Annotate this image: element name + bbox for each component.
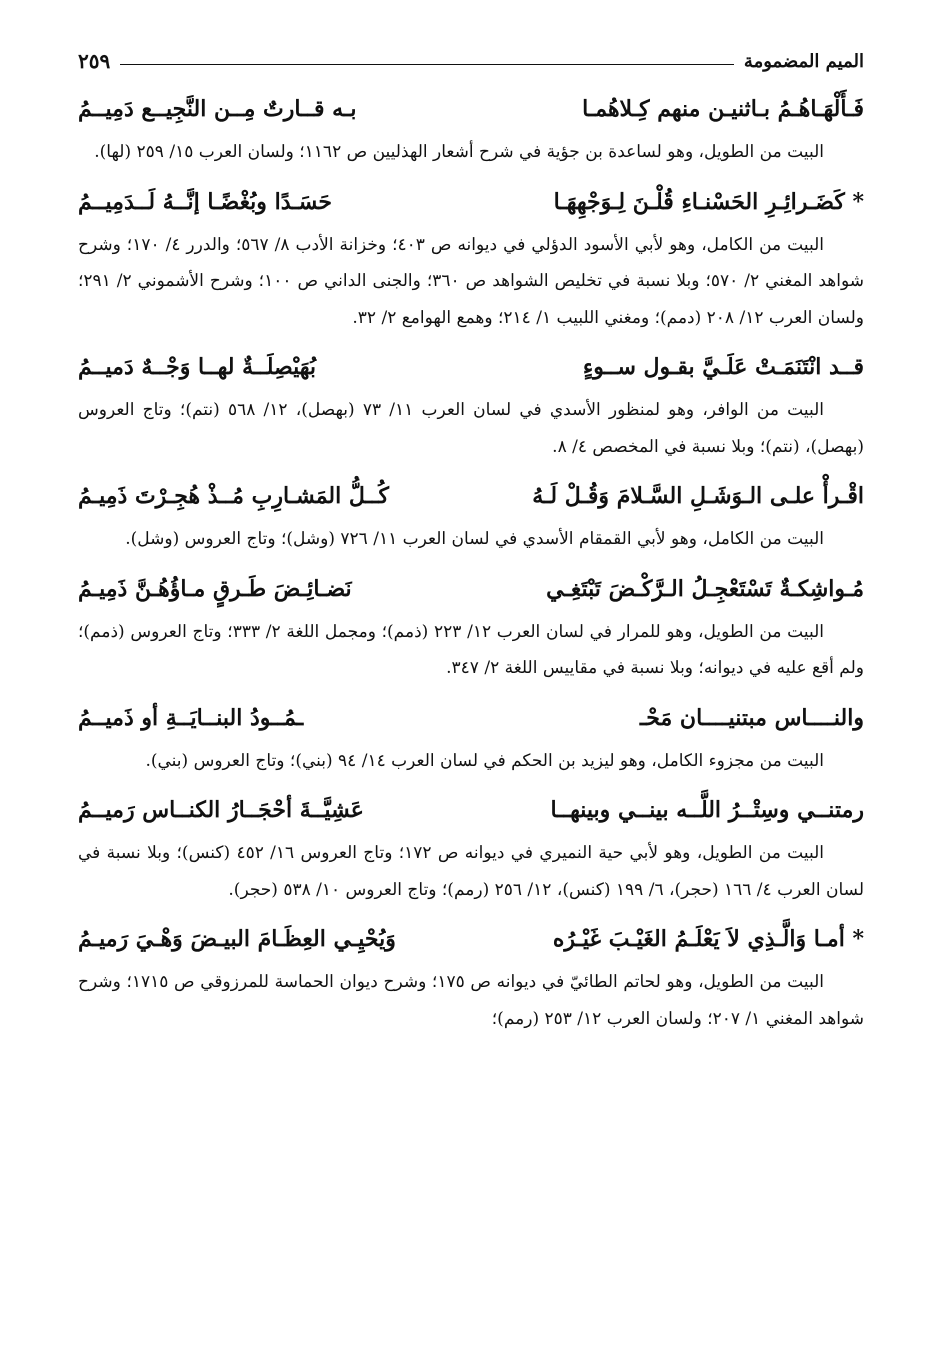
verse-note: البيت من الوافر، وهو لمنظور الأسدي في لسان العرب ١١/ ٧٣ (بهصل)، ١٢/ ٥٦٨ (نتم)؛ وتاج العروس (بهصل)، (نتم)؛ وبلا نسبة في المخصص ٤/ ٨. — [78, 400, 864, 457]
chapter-title: الميم المضمومة — [743, 50, 864, 72]
first-hemistich: رمتنــي وسِتْــرُ اللَّــه بينــي وبينهــا — [550, 797, 864, 823]
verse-note: البيت من الطويل، وهو للمرار في لسان العرب ١٢/ ٢٢٣ (ذمم)؛ ومجمل اللغة ٢/ ٣٣٣؛ وتاج العروس (ذمم)؛ ولم أقع عليه في ديوانه؛ وبلا نسبة في مقاييس اللغة ٢/ ٣٤٧. — [78, 621, 864, 678]
verse-line — [78, 693, 864, 743]
verse-entry — [78, 342, 864, 465]
verse-line — [78, 342, 864, 392]
first-hemistich: فَـأَلْهَـاهُـمُ بـاثنيـن منهم كِـلاهُمـا — [582, 96, 864, 122]
verse-note: البيت من الكامل، وهو لأبي القمقام الأسدي في لسان العرب ١١/ ٧٢٦ (وشل)؛ وتاج العروس (وشل). — [125, 529, 824, 549]
verse-entry — [78, 471, 864, 558]
verse-note: البيت من الكامل، وهو لأبي الأسود الدؤلي في ديوانه ص ٤٠٣؛ وخزانة الأدب ٨/ ٥٦٧؛ والدرر ٤/ ١٧٠؛ وشرح شواهد المغني ٢/ ٥٧٠؛ وبلا نسبة في تخليص الشواهد ص ٣٦٠؛ والجنى الداني ص ١٠٠؛ وشرح الأشموني ٢/ ٢٩١؛ ولسان العرب ١٢/ ٢٠٨ (دمم)؛ ومغني اللبيب ١/ ٢١٤؛ وهمع الهوامع ٢/ ٣٢. — [78, 234, 864, 328]
second-hemistich: كُــلُّ المَشـارِبِ مُــذْ هُجِـرْتَ ذَمِيـمُ — [78, 483, 389, 509]
first-hemistich: اقْـرأْ علـى الـوَشَـلِ السَّـلامَ وَقُـلْ لَـهُ — [532, 483, 864, 509]
verse-entry — [78, 84, 864, 171]
verse-entry — [78, 693, 864, 780]
verse-note: البيت من الطويل، وهو لأبي حية النميري في ديوانه ص ١٧٢؛ وتاج العروس ١٦/ ٤٥٢ (كنس)؛ وبلا نسبة في لسان العرب ٤/ ١٦٦ (حجر)، ٦/ ١٩٩ (كنس)، ١٢/ ٢٥٦ (رمم)؛ وتاج العروس ١٠/ ٥٣٨ (حجر). — [78, 843, 864, 900]
second-hemistich: عَشِيَّــةَ أحْجَــارُ الكنــاس رَميــمُ — [78, 797, 364, 823]
second-hemistich: نَضـائِـضَ طَـرقٍ مـاؤُهُـنَّ ذَمِيـمُ — [78, 575, 352, 602]
first-hemistich: قــد انْتَنَمَـتْ عَلَـيَّ بقـول ســوءٍ — [582, 354, 864, 380]
second-hemistich: بـه قــارتٌ مِــن النَّجِيــع دَمِيــمُ — [78, 96, 357, 122]
verse-line — [78, 564, 864, 614]
verse-entry — [78, 914, 864, 1037]
book-page — [78, 38, 864, 1338]
verse-line — [78, 177, 864, 227]
verse-entry — [78, 564, 864, 687]
verse-line — [78, 785, 864, 835]
second-hemistich: حَسَـدًا وبُغْضًـا إنَّــهُ لَــدَمِيــمُ — [78, 188, 332, 215]
verse-line — [78, 471, 864, 521]
first-hemistich: والنــــاس مبتنيــــان مَحْـ — [639, 704, 864, 731]
page-number: ٢٥٩ — [78, 49, 111, 73]
verse-entry — [78, 785, 864, 908]
second-hemistich: وَيُحْيِـي العِظَـامَ البيـضَ وَهْـيَ رَميـمُ — [78, 926, 396, 952]
verse-note: البيت من الطويل، وهو لحاتم الطائيّ في ديوانه ص ١٧٥؛ وشرح ديوان الحماسة للمرزوقي ص ١٧١٥؛ وشرح شواهد المغني ١/ ٢٠٧؛ ولسان العرب ١٢/ ٢٥٣ (رمم)؛ — [78, 972, 864, 1029]
first-hemistich: * كَضَـرائِـرِ الحَسْنـاءِ قُلْـنَ لِـوَجْهِهَـا — [553, 188, 864, 215]
verse-line — [78, 914, 864, 964]
first-hemistich: مُـواشِكـةٌ تَسْتَعْجِـلُ الـرَّكْـضَ تَبْتَغِـي — [546, 575, 864, 602]
verse-line — [78, 84, 864, 134]
first-hemistich: * أمـا وَالَّـذِي لاَ يَعْلَـمُ الغَيْـبَ غَيْـرُه — [552, 926, 864, 952]
header-rule — [120, 64, 734, 65]
page-header — [78, 38, 864, 84]
verse-note: البيت من الطويل، وهو لساعدة بن جؤية في شرح أشعار الهذليين ص ١١٦٢؛ ولسان العرب ١٥/ ٢٥٩ (لها). — [94, 142, 824, 162]
verse-entry — [78, 177, 864, 337]
verse-note: البيت من مجزوء الكامل، وهو ليزيد بن الحكم في لسان العرب ١٤/ ٩٤ (بني)؛ وتاج العروس (بني). — [145, 750, 824, 771]
second-hemistich: ـمُــودُ البنــايَــةِ أو ذَميــمُ — [78, 704, 304, 731]
second-hemistich: بُهَيْصِلَــةٌ لهــا وَجْــهٌ دَميــمُ — [78, 354, 317, 380]
